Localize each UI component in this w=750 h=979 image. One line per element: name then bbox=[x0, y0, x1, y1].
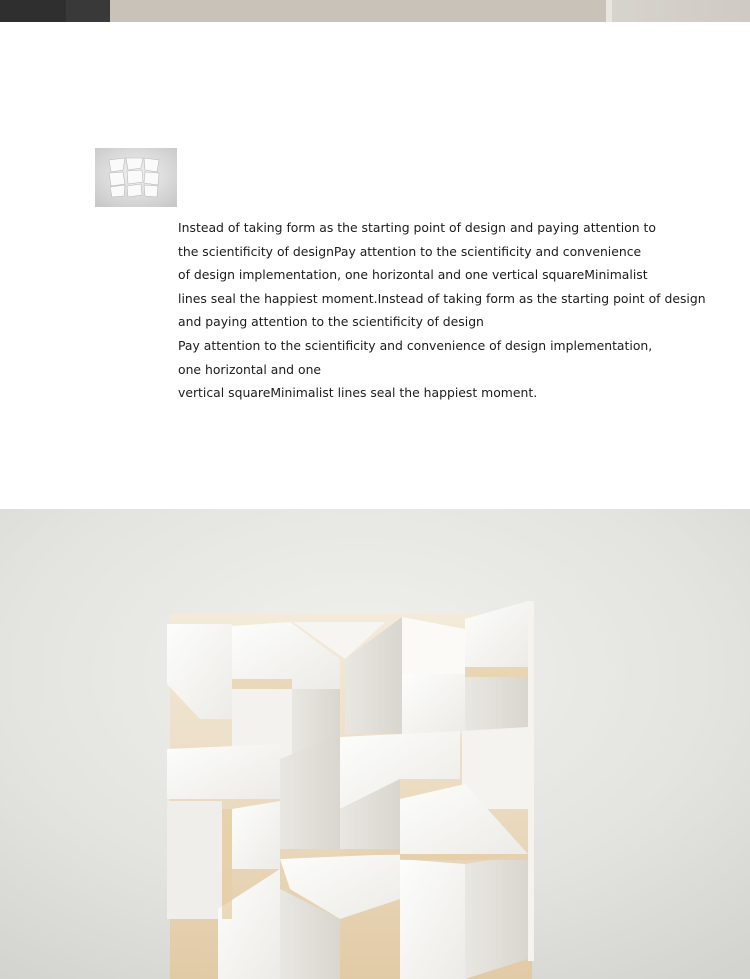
description-line: one horizontal and one bbox=[178, 361, 322, 377]
product-description bbox=[178, 216, 718, 405]
thumbnail-lamp-icon bbox=[95, 148, 177, 207]
description-line: Instead of taking form as the starting point of design and paying attention to bbox=[178, 220, 656, 235]
product-thumbnail bbox=[95, 148, 177, 207]
description-line: lines seal the happiest moment.Instead of taking form as the starting point of design bbox=[178, 290, 706, 306]
description-line: the scientificity of designPay attention to the scientificity and convenience bbox=[178, 243, 642, 259]
description-line: vertical squareMinimalist lines seal the happiest moment. bbox=[178, 385, 538, 401]
description-line: Pay attention to the scientificity and convenience of design implementation, bbox=[178, 337, 653, 353]
geometric-wall-lamp-illustration bbox=[0, 509, 750, 979]
description-line: and paying attention to the scientificity of design bbox=[178, 314, 484, 330]
top-banner-image bbox=[0, 0, 750, 22]
banner-dark-panel bbox=[0, 0, 66, 22]
banner-light-panel bbox=[612, 0, 750, 22]
description-line: of design implementation, one horizontal and one vertical squareMinimalist bbox=[178, 267, 648, 283]
hero-lamp-image bbox=[0, 509, 750, 979]
banner-dark-edge bbox=[66, 0, 110, 22]
